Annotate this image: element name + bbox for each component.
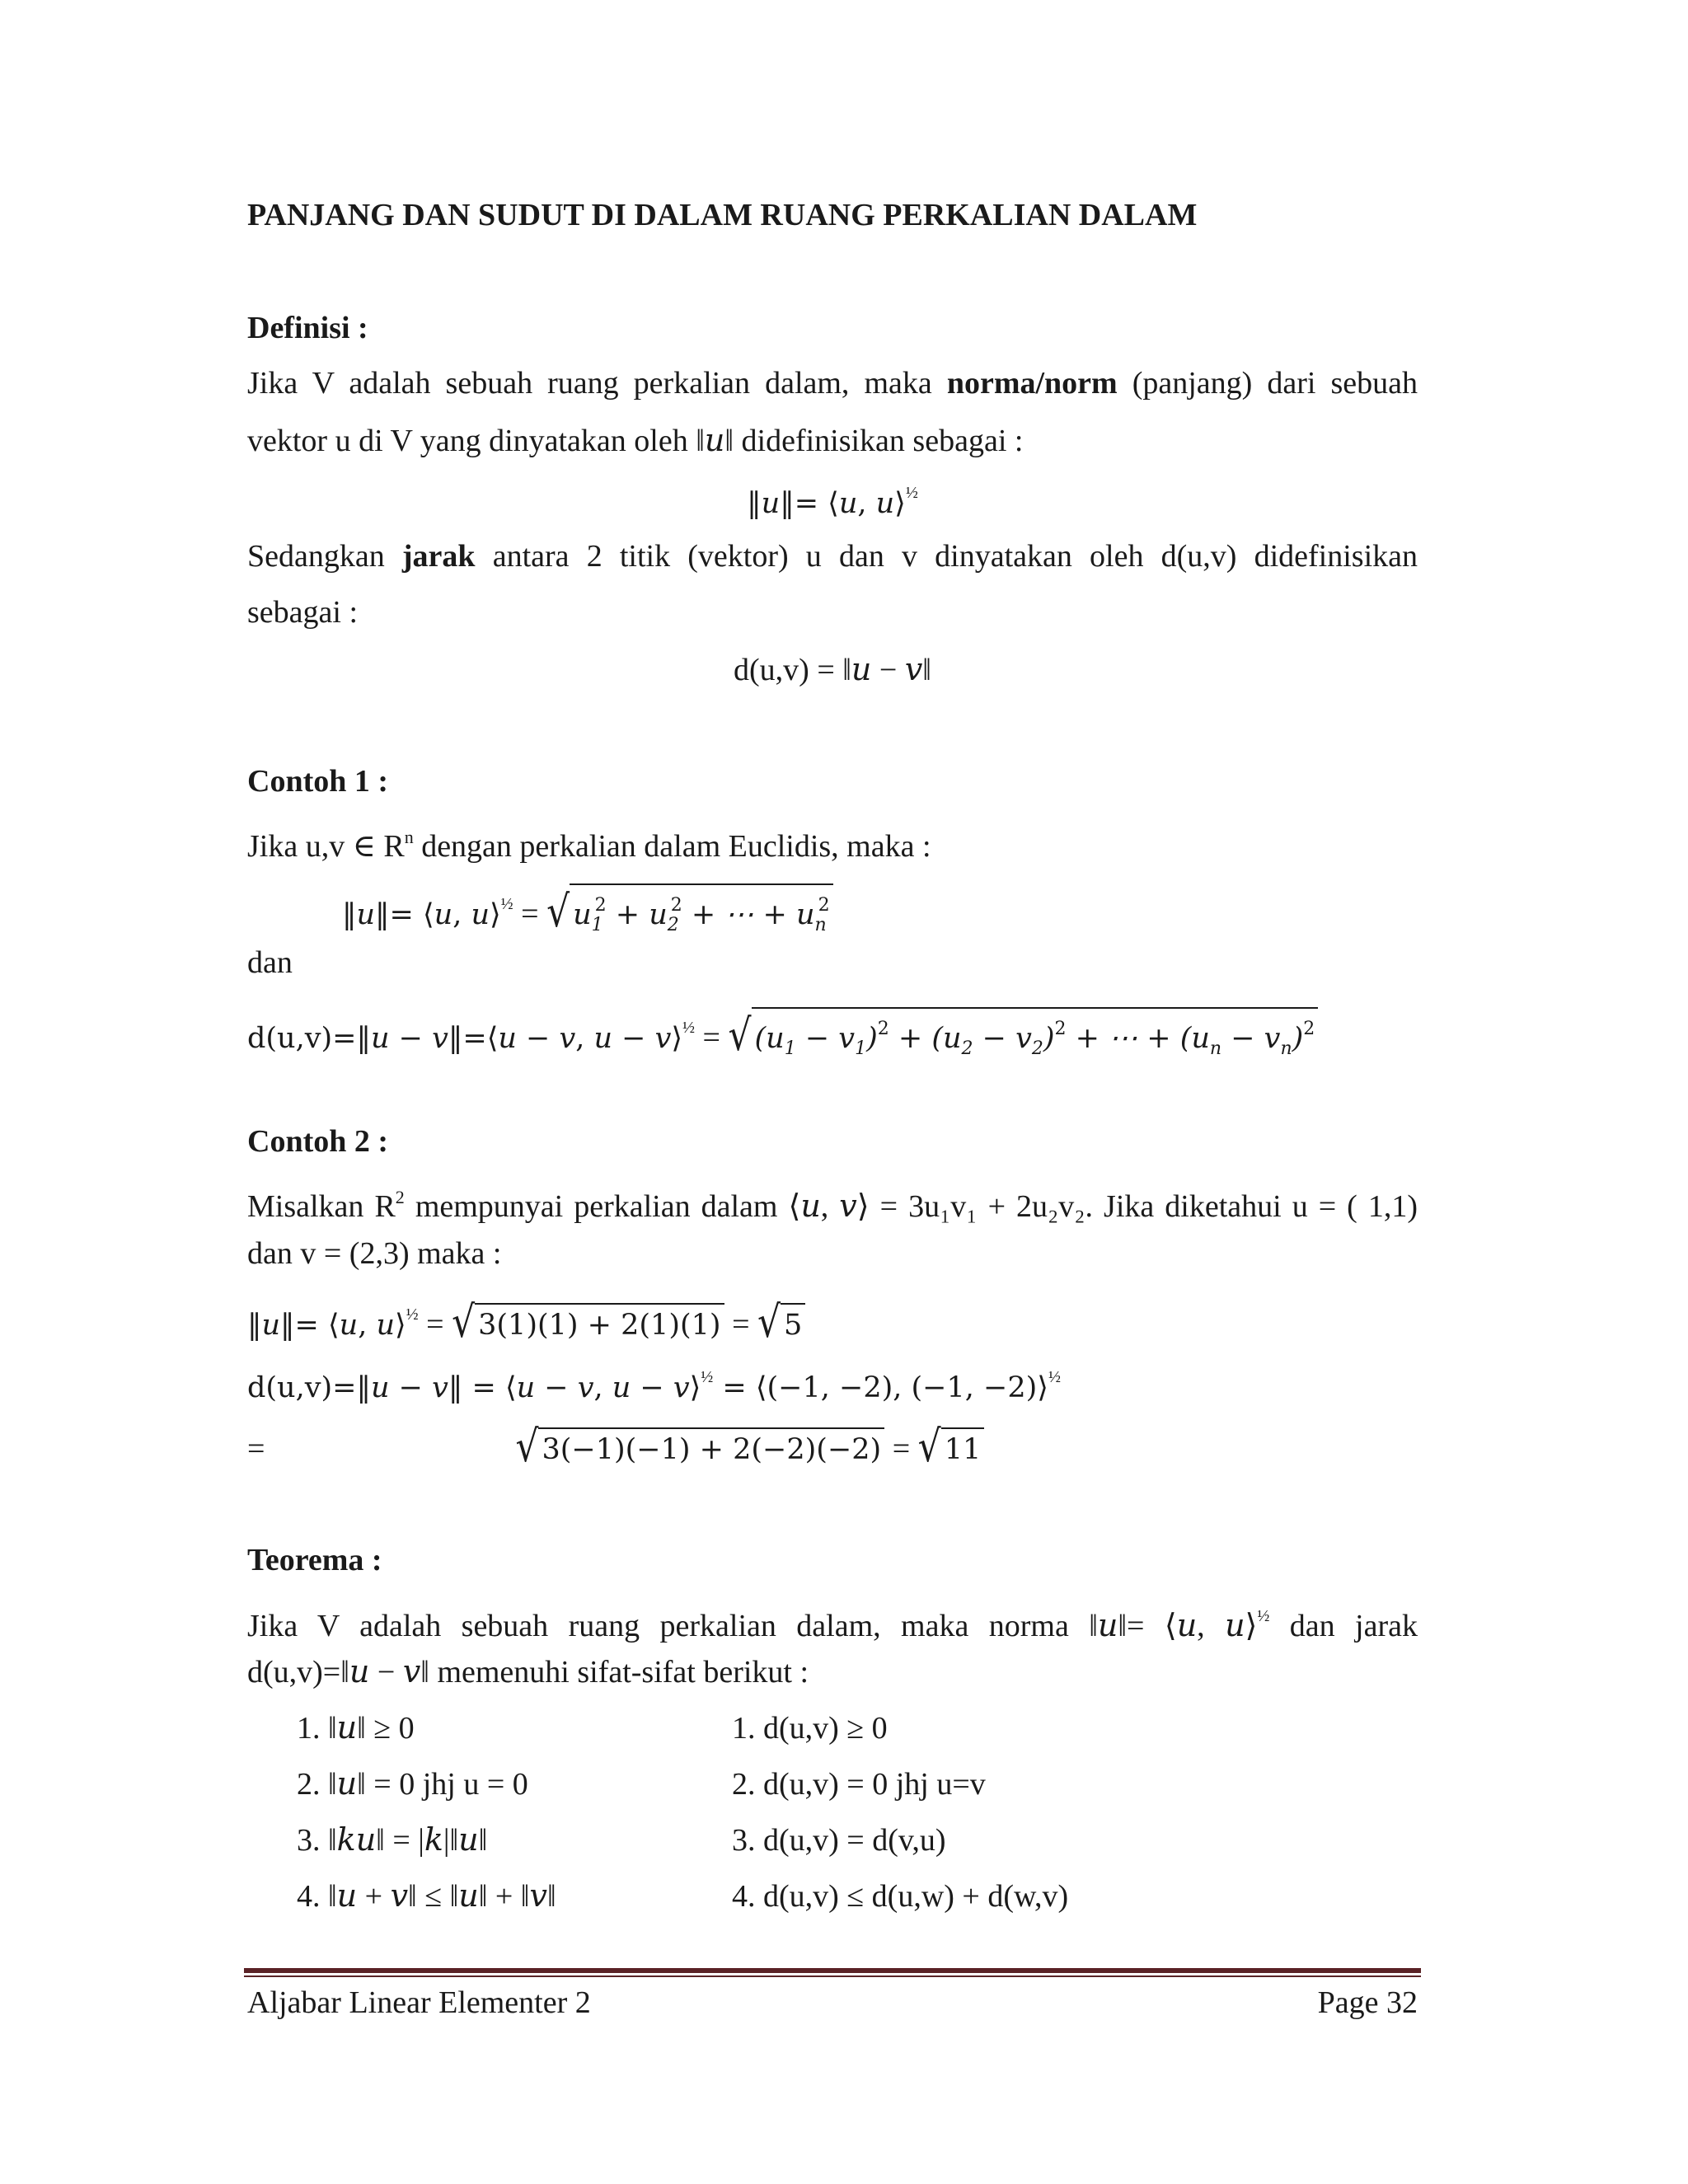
list-item: 4. ‖𝑢 + 𝑣‖ ≤ ‖𝑢‖ + ‖𝑣‖	[297, 1879, 556, 1914]
square-root-expression: √ 3(1)(1) + 2(1)(1)	[452, 1303, 724, 1344]
teorema-statement-line-2: d(u,v)=‖𝑢 − 𝑣‖ memenuhi sifat-sifat berikut :	[247, 1655, 809, 1690]
contoh-1-heading: Contoh 1 :	[247, 764, 389, 799]
list-item: 1. d(u,v) ≥ 0	[732, 1711, 888, 1746]
square-root-expression: √ $(u_1 - v_1)^2 + (u_2 - v_2)^2$ + ⋯ + $(u_n - v_n)^2$	[728, 1007, 1318, 1068]
teorema-heading: Teorema :	[247, 1543, 382, 1577]
norm-properties-list	[297, 1709, 556, 1933]
contoh-2-intro: Misalkan $R^2$ mempunyai perkalian dalam ⟨𝑢, 𝑣⟩ = 3u₁v₁ + 2u₂v₂. Jika diketahui u = ( 1,1)	[247, 1187, 1418, 1224]
distance-definition-equation: d(u,v) = ‖𝑢 − 𝑣‖	[734, 653, 931, 687]
definisi-heading: Definisi :	[247, 311, 368, 345]
contoh-2-given-vectors: dan v = (2,3) maka :	[247, 1236, 502, 1271]
definisi-paragraph-line-2: vektor u di V yang dinyatakan oleh ‖𝑢‖ didefinisikan sebagai :	[247, 424, 1024, 458]
definisi-paragraph-line-3: Sedangkan jarak antara 2 titik (vektor) u dan v dinyatakan oleh d(u,v) didefinisikan	[247, 539, 1418, 574]
contoh-1-norm-equation: ‖𝑢‖= ⟨𝑢, 𝑢⟩$^{\frac{1}{2}}$ = √ $u_1^2 + u_2^2$ + ⋯ + $u_n^2$	[342, 883, 1001, 944]
contoh-1-distance-equation: d(u,v)=‖𝑢 − 𝑣‖=⟨𝑢 − 𝑣, 𝑢 − 𝑣⟩$^{\frac{1}{2}}$ = √ $(u_1 - v_1)^2 + (u_2 - v_2)^2$ + ⋯ + $(u_n - v_n)^2$	[247, 1007, 1418, 1068]
list-item: 2. ‖𝑢‖ = 0 jhj u = 0	[297, 1767, 528, 1802]
page-title: PANJANG DAN SUDUT DI DALAM RUANG PERKALIAN DALAM	[247, 198, 1198, 232]
square-root-expression: √ $u_1^2 + u_2^2$ + ⋯ + $u_n^2$	[546, 883, 833, 944]
contoh-2-heading: Contoh 2 :	[247, 1124, 389, 1159]
square-root-expression: √ 3(−1)(−1) + 2(−2)(−2)	[515, 1427, 884, 1469]
contoh-2-norm-equation: ‖𝑢‖= ⟨𝑢, 𝑢⟩$^{\frac{1}{2}}$ = √ 3(1)(1) + 2(1)(1) = √ 5	[247, 1296, 1418, 1344]
distance-properties-list	[732, 1709, 1068, 1933]
footer-book-title: Aljabar Linear Elementer 2	[247, 1985, 591, 2020]
list-item: 1. ‖𝑢‖ ≥ 0	[297, 1711, 415, 1746]
footer-rule-thin	[244, 1975, 1421, 1977]
list-item: 2. d(u,v) = 0 jhj u=v	[732, 1767, 986, 1802]
norm-definition-equation: ‖𝑢‖= ⟨𝑢, 𝑢⟩$^{\frac{1}{2}}$	[747, 484, 918, 520]
list-item: 3. ‖𝑘𝑢‖ = |𝑘|‖𝑢‖	[297, 1823, 488, 1858]
dan-label: dan	[247, 945, 293, 980]
footer-page-number: Page 32	[1317, 1985, 1418, 2020]
contoh-2-distance-equation: d(u,v)=‖𝑢 − 𝑣‖ = ⟨𝑢 − 𝑣, 𝑢 − 𝑣⟩$^{\frac{1}{2}}$ = ⟨(−1, −2), (−1, −2)⟩$^{\frac{1}{2}}$	[247, 1368, 1061, 1404]
square-root-expression: √ 11	[918, 1427, 985, 1469]
definisi-paragraph-line-1: Jika V adalah sebuah ruang perkalian dalam, maka norma/norm (panjang) dari sebuah	[247, 366, 1418, 401]
list-item: 3. d(u,v) = d(v,u)	[732, 1823, 946, 1858]
footer-rule	[244, 1968, 1421, 1973]
contoh-1-intro: Jika u,v ∈ $R^n$ dengan perkalian dalam Euclidis, maka :	[247, 827, 931, 864]
teorema-statement-line-1: Jika V adalah sebuah ruang perkalian dalam, maka norma ‖𝑢‖= ⟨𝑢, 𝑢⟩$^{\frac{1}{2}}$ dan jarak	[247, 1607, 1418, 1643]
contoh-2-distance-result: = √ 3(−1)(−1) + 2(−2)(−2) = √ 11	[247, 1427, 1418, 1469]
square-root-expression: √ 5	[757, 1303, 805, 1344]
list-item: 4. d(u,v) ≤ d(u,w) + d(w,v)	[732, 1879, 1069, 1914]
definisi-paragraph-line-4: sebagai :	[247, 595, 359, 630]
